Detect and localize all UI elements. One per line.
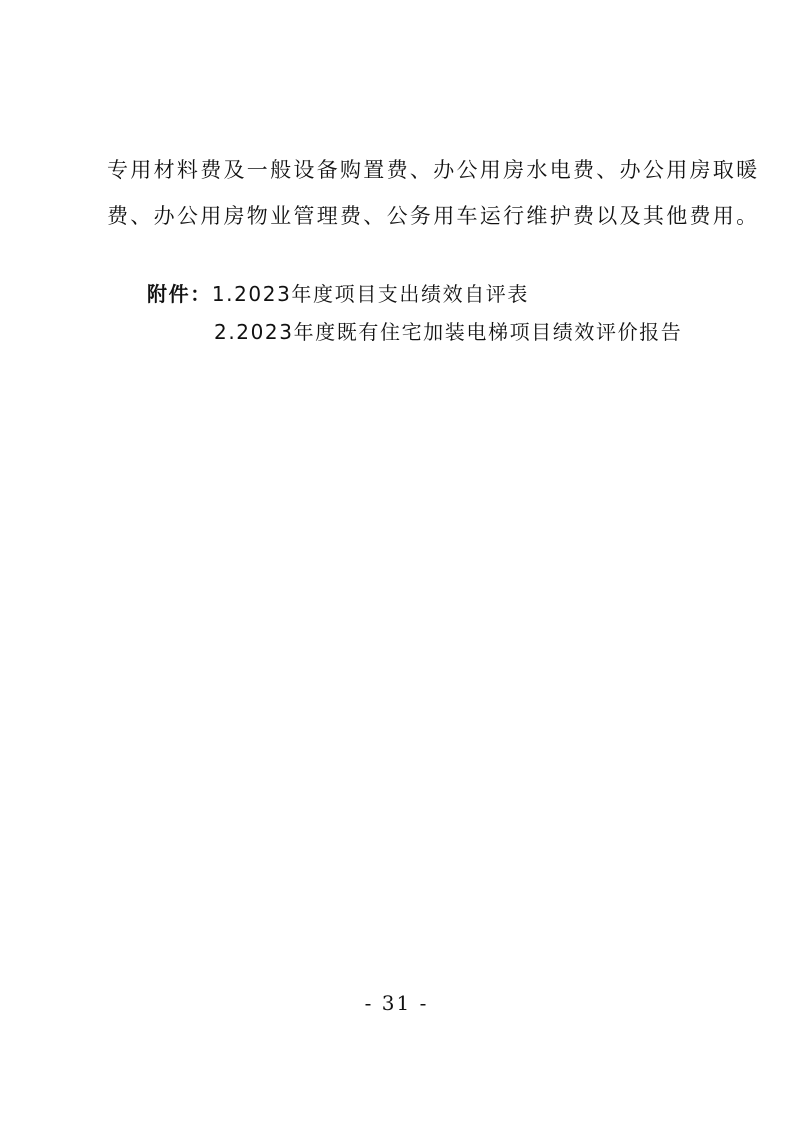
attachment-item-2: 2.2023年度既有住宅加装电梯项目绩效评价报告 [214, 320, 683, 344]
attachment-item-1: 1.2023年度项目支出绩效自评表 [211, 282, 529, 306]
attachment-label: 附件： [147, 282, 212, 306]
paragraph-line-1: 专用材料费及一般设备购置费、办公用房水电费、办公用房取暖 [107, 158, 760, 182]
attachment-row-1 [147, 280, 529, 308]
page-number: - 31 - [364, 991, 429, 1015]
paragraph-line-2: 费、办公用房物业管理费、公务用车运行维护费以及其他费用。 [107, 204, 760, 228]
attachment-row-2 [214, 318, 682, 346]
